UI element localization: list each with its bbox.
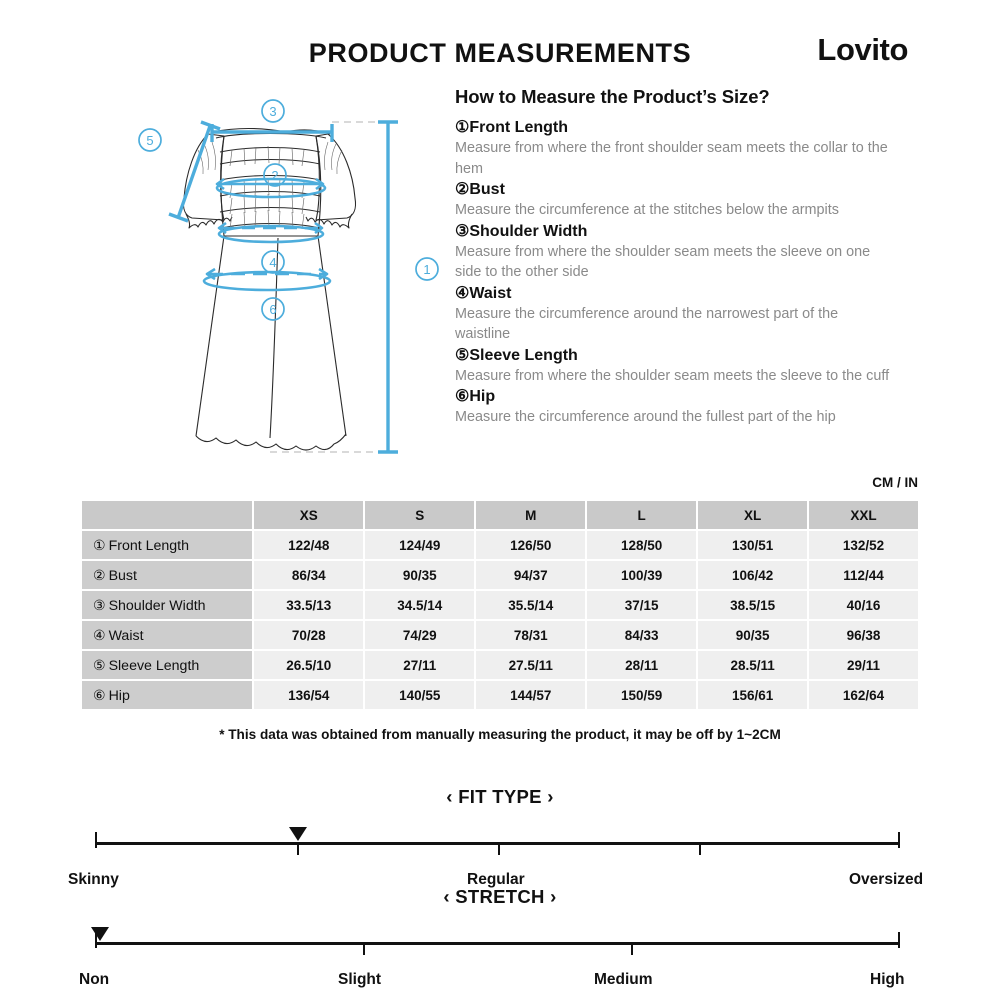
measure-item-desc: Measure from where the front shoulder seam meets the collar to the hem — [455, 140, 888, 177]
stretch-line — [95, 942, 900, 945]
stretch-tick-4 — [898, 932, 900, 948]
cell-shoulder-width-s: 34.5/14 — [365, 591, 474, 619]
fit-type-tick-1 — [95, 832, 97, 848]
cell-shoulder-width-m: 35.5/14 — [476, 591, 585, 619]
size-header-xl: XL — [698, 501, 807, 529]
callout-badge-3 — [262, 100, 284, 122]
measure-item-title: ①Front Length — [455, 119, 568, 136]
cell-waist-xl: 90/35 — [698, 621, 807, 649]
page-title: PRODUCT MEASUREMENTS — [308, 38, 692, 68]
row-label-sleeve-length: ⑤ Sleeve Length — [82, 651, 252, 679]
cell-sleeve-length-l: 28/11 — [587, 651, 696, 679]
cell-shoulder-width-xxl: 40/16 — [809, 591, 918, 619]
unit-label: CM / IN — [872, 475, 918, 490]
measure-item-title: ③Shoulder Width — [455, 222, 588, 240]
table-row — [82, 621, 918, 649]
callout-badge-1 — [416, 258, 438, 280]
stretch-label-medium: Medium — [594, 971, 653, 988]
cell-bust-xxl: 112/44 — [809, 561, 918, 589]
measurement-disclaimer: * This data was obtained from manually measuring the product, it may be off by 1~2CM — [219, 727, 781, 742]
cell-front-length-xxl: 132/52 — [809, 531, 918, 559]
fit-type-title: ‹ FIT TYPE › — [446, 786, 554, 807]
cell-sleeve-length-xs: 26.5/10 — [254, 651, 363, 679]
cell-hip-s: 140/55 — [365, 681, 474, 709]
cell-hip-xl: 156/61 — [698, 681, 807, 709]
size-header-s: S — [365, 501, 474, 529]
row-label-bust: ② Bust — [82, 561, 252, 589]
size-header-m: M — [476, 501, 585, 529]
garment-measurement-diagram — [120, 88, 450, 468]
cell-hip-xxl: 162/64 — [809, 681, 918, 709]
measure-item-desc: Measure the circumference at the stitches below the armpits — [455, 202, 839, 219]
brand-logo: Lovito — [817, 32, 908, 67]
svg-text:3: 3 — [269, 104, 277, 119]
fit-type-track — [0, 825, 1000, 865]
cell-hip-xs: 136/54 — [254, 681, 363, 709]
measure-item-desc: Measure from where the shoulder seam meets the sleeve on one side to the other side — [455, 243, 871, 281]
cell-front-length-l: 128/50 — [587, 531, 696, 559]
measure-item-title: ④Waist — [455, 284, 512, 302]
stretch-label-slight: Slight — [338, 971, 382, 988]
stretch-title: ‹ STRETCH › — [443, 886, 557, 907]
cell-front-length-xs: 122/48 — [254, 531, 363, 559]
cell-bust-s: 90/35 — [365, 561, 474, 589]
size-header-xxl: XXL — [809, 501, 918, 529]
fit-type-scale — [0, 786, 1000, 895]
callout-badge-4 — [262, 251, 284, 273]
measure-item-desc: Measure the circumference around the fullest part of the hip — [455, 409, 836, 426]
svg-text:5: 5 — [146, 133, 154, 148]
measure-item-title: ②Bust — [455, 181, 505, 199]
stretch-labels — [0, 971, 1000, 995]
cell-sleeve-length-xxl: 29/11 — [809, 651, 918, 679]
fit-type-label-skinny: Skinny — [68, 871, 119, 888]
cell-front-length-s: 124/49 — [365, 531, 474, 559]
measure-item-desc: Measure from where the shoulder seam meets the sleeve to the cuff — [455, 367, 890, 384]
table-header-row — [82, 501, 918, 529]
cell-sleeve-length-s: 27/11 — [365, 651, 474, 679]
leader-lines — [270, 122, 388, 452]
how-to-heading: How to Measure the Product’s Size? — [455, 86, 770, 107]
row-label-front-length: ① Front Length — [82, 531, 252, 559]
stretch-scale — [0, 886, 1000, 995]
table-row — [82, 561, 918, 589]
row-label-shoulder-width: ③ Shoulder Width — [82, 591, 252, 619]
cell-sleeve-length-xl: 28.5/11 — [698, 651, 807, 679]
size-header-xs: XS — [254, 501, 363, 529]
cell-front-length-xl: 130/51 — [698, 531, 807, 559]
stretch-track — [0, 925, 1000, 965]
cell-bust-xl: 106/42 — [698, 561, 807, 589]
callout-badge-5 — [139, 129, 161, 151]
svg-text:4: 4 — [269, 255, 277, 270]
stretch-tick-2 — [363, 943, 365, 955]
fit-type-tick-3 — [498, 843, 500, 855]
cell-shoulder-width-xl: 38.5/15 — [698, 591, 807, 619]
row-label-waist: ④ Waist — [82, 621, 252, 649]
table-row — [82, 531, 918, 559]
fit-type-tick-4 — [699, 843, 701, 855]
cell-bust-xs: 86/34 — [254, 561, 363, 589]
fit-type-label-oversized: Oversized — [849, 871, 924, 888]
fit-type-label-regular: Regular — [467, 871, 525, 888]
stretch-selected-marker — [91, 927, 109, 941]
measure-item-6 — [455, 386, 895, 428]
cell-sleeve-length-m: 27.5/11 — [476, 651, 585, 679]
callout-badge-6 — [262, 298, 284, 320]
size-header-l: L — [587, 501, 696, 529]
measure-item-1 — [455, 117, 895, 179]
svg-text:1: 1 — [423, 262, 431, 277]
cell-waist-xs: 70/28 — [254, 621, 363, 649]
cell-waist-m: 78/31 — [476, 621, 585, 649]
cell-bust-l: 100/39 — [587, 561, 696, 589]
measure-item-title: ⑤Sleeve Length — [455, 346, 578, 364]
table-row — [82, 591, 918, 619]
cell-bust-m: 94/37 — [476, 561, 585, 589]
fit-type-tick-2 — [297, 843, 299, 855]
cell-waist-s: 74/29 — [365, 621, 474, 649]
cell-hip-m: 144/57 — [476, 681, 585, 709]
measure-item-3 — [455, 221, 895, 283]
svg-text:6: 6 — [269, 302, 277, 317]
how-to-measure-section — [455, 86, 895, 428]
cell-shoulder-width-l: 37/15 — [587, 591, 696, 619]
shoulder-width-dimension — [212, 124, 332, 142]
stretch-tick-3 — [631, 943, 633, 955]
stretch-label-high: High — [870, 971, 905, 988]
measure-item-4 — [455, 283, 895, 345]
row-label-hip: ⑥ Hip — [82, 681, 252, 709]
front-length-dimension — [378, 122, 398, 452]
measure-item-5 — [455, 345, 895, 387]
measure-item-2 — [455, 179, 895, 221]
measure-item-desc: Measure the circumference around the narrowest part of the waistline — [455, 305, 839, 343]
fit-type-selected-marker — [289, 827, 307, 841]
stretch-label-non: Non — [79, 971, 110, 988]
size-chart-table — [80, 499, 920, 711]
svg-text:2: 2 — [271, 168, 279, 183]
measure-item-title: ⑥Hip — [455, 388, 496, 406]
cell-waist-l: 84/33 — [587, 621, 696, 649]
table-corner-cell — [82, 501, 252, 529]
fit-type-tick-5 — [898, 832, 900, 848]
table-row — [82, 651, 918, 679]
cell-waist-xxl: 96/38 — [809, 621, 918, 649]
cell-hip-l: 150/59 — [587, 681, 696, 709]
cell-shoulder-width-xs: 33.5/13 — [254, 591, 363, 619]
cell-front-length-m: 126/50 — [476, 531, 585, 559]
table-row — [82, 681, 918, 709]
